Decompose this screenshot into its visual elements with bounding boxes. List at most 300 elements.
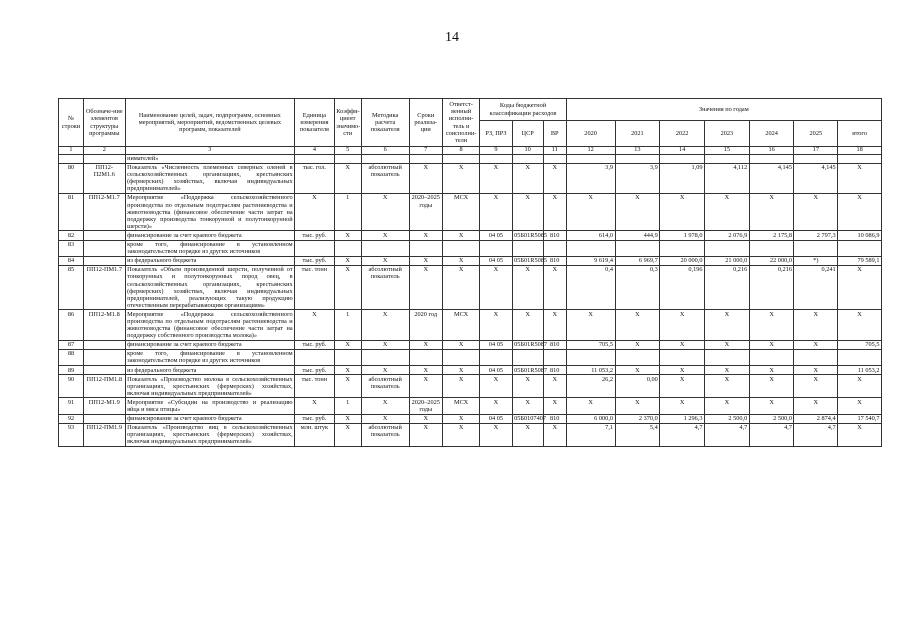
period-cell: Х: [409, 265, 442, 310]
year-value-cell: 1 978,0: [660, 231, 705, 240]
column-number: 4: [295, 147, 335, 155]
year-value-cell: 2 076,9: [705, 231, 750, 240]
year-value-cell: Х: [705, 375, 750, 398]
period-cell: Х: [409, 231, 442, 240]
unit-cell: тыс. руб.: [295, 256, 335, 265]
vr-cell: Х: [543, 423, 566, 446]
csr-cell: Х: [512, 265, 543, 310]
period-cell: Х: [409, 256, 442, 265]
vr-cell: 810: [543, 366, 566, 375]
total-cell: 79 589,1: [838, 256, 882, 265]
coefficient-cell: Х: [334, 423, 361, 446]
year-value-cell: Х: [566, 193, 615, 230]
total-cell: [838, 240, 882, 256]
responsible-cell: [442, 240, 479, 256]
unit-cell: Х: [295, 193, 335, 230]
period-cell: Х: [409, 366, 442, 375]
csr-cell: Х: [512, 310, 543, 340]
year-value-cell: 4,7: [749, 423, 794, 446]
coefficient-cell: Х: [334, 414, 361, 423]
year-value-cell: 6 000,0: [566, 414, 615, 423]
year-value-cell: 9 619,4: [566, 256, 615, 265]
coefficient-cell: Х: [334, 231, 361, 240]
total-cell: Х: [838, 193, 882, 230]
column-number: 15: [705, 147, 750, 155]
year-value-cell: [794, 240, 838, 256]
year-value-cell: Х: [794, 193, 838, 230]
header-year: 2021: [615, 121, 660, 147]
header-csr: ЦСР: [512, 121, 543, 147]
vr-cell: Х: [543, 163, 566, 193]
unit-cell: Х: [295, 398, 335, 414]
header-coefficient: Коэффи-циент значимо-сти: [334, 99, 361, 147]
element-code: [83, 414, 125, 423]
item-name: Мероприятие «Субсидии на производство и реализацию яйца и мяса птицы»: [127, 398, 293, 413]
row-number: 83: [59, 240, 84, 256]
item-name: финансирование за счет краевого бюджета: [125, 340, 295, 349]
vr-cell: [543, 349, 566, 365]
header-row-number: № строки: [59, 99, 84, 147]
table-row: [59, 310, 882, 340]
total-cell: Х: [838, 163, 882, 193]
year-value-cell: 6 969,7: [615, 256, 660, 265]
header-total: итого: [838, 121, 882, 147]
row-number: 86: [59, 310, 84, 340]
unit-cell: тыс. руб.: [295, 366, 335, 375]
year-value-cell: [660, 240, 705, 256]
year-value-cell: Х: [566, 310, 615, 340]
year-value-cell: [749, 240, 794, 256]
rz-cell: Х: [480, 423, 512, 446]
year-value-cell: 0,196: [660, 265, 705, 310]
column-number: 12: [566, 147, 615, 155]
table-row: [59, 231, 882, 240]
year-value-cell: Х: [660, 193, 705, 230]
year-value-cell: Х: [615, 366, 660, 375]
element-code: ПП12-М1.9: [83, 398, 125, 414]
rz-cell: 04 05: [480, 340, 512, 349]
csr-cell: [512, 240, 543, 256]
column-number: 5: [334, 147, 361, 155]
year-value-cell: 11 053,2: [566, 366, 615, 375]
total-cell: [838, 349, 882, 365]
coefficient-cell: Х: [334, 265, 361, 310]
item-name: кроме того, финансирование в установленном законодательством порядке из других источников: [127, 350, 293, 365]
table-row: [59, 193, 882, 230]
unit-cell: тыс. руб.: [295, 414, 335, 423]
row-number: 93: [59, 423, 84, 446]
total-cell: Х: [838, 398, 882, 414]
row-number: 80: [59, 163, 84, 193]
year-value-cell: 20 000,0: [660, 256, 705, 265]
year-value-cell: 0,4: [566, 265, 615, 310]
coefficient-cell: Х: [334, 366, 361, 375]
year-value-cell: 2 175,8: [749, 231, 794, 240]
period-cell: 2020 год: [409, 310, 442, 340]
element-code: ПП12-П2М1.6: [83, 163, 125, 193]
year-value-cell: 444,9: [615, 231, 660, 240]
method-cell: Х: [361, 256, 409, 265]
year-value-cell: Х: [749, 366, 794, 375]
year-value-cell: Х: [749, 340, 794, 349]
column-number: 14: [660, 147, 705, 155]
column-number: 3: [125, 147, 295, 155]
row-number: 87: [59, 340, 84, 349]
total-cell: Х: [838, 375, 882, 398]
vr-cell: Х: [543, 265, 566, 310]
column-number: 10: [512, 147, 543, 155]
column-number: 16: [749, 147, 794, 155]
total-cell: 10 086,9: [838, 231, 882, 240]
method-cell: Х: [361, 398, 409, 414]
total-cell: Х: [838, 310, 882, 340]
csr-cell: Х: [512, 375, 543, 398]
year-value-cell: 2 874,4: [794, 414, 838, 423]
item-name: из федерального бюджета: [125, 366, 295, 375]
row-number: 82: [59, 231, 84, 240]
method-cell: абсолютный показатель: [361, 163, 409, 193]
year-value-cell: Х: [660, 366, 705, 375]
year-value-cell: 4,7: [705, 423, 750, 446]
column-number: 11: [543, 147, 566, 155]
column-number: 18: [838, 147, 882, 155]
row-number: 88: [59, 349, 84, 365]
year-value-cell: Х: [794, 310, 838, 340]
year-value-cell: 21 000,0: [705, 256, 750, 265]
vr-cell: 810: [543, 231, 566, 240]
vr-cell: 810: [543, 414, 566, 423]
rz-cell: Х: [480, 163, 512, 193]
year-value-cell: Х: [794, 340, 838, 349]
responsible-cell: Х: [442, 375, 479, 398]
header-unit: Единица измерения показателя: [295, 99, 335, 147]
year-value-cell: 1,09: [660, 163, 705, 193]
unit-cell: Х: [295, 310, 335, 340]
rz-cell: Х: [480, 265, 512, 310]
coefficient-cell: Х: [334, 163, 361, 193]
rz-cell: 04 05: [480, 231, 512, 240]
responsible-cell: Х: [442, 340, 479, 349]
unit-cell: тыс. руб.: [295, 231, 335, 240]
table-row: [59, 240, 882, 256]
header-year: 2024: [749, 121, 794, 147]
year-value-cell: 2 797,3: [794, 231, 838, 240]
method-cell: абсолютный показатель: [361, 375, 409, 398]
year-value-cell: 1 296,3: [660, 414, 705, 423]
header-year: 2020: [566, 121, 615, 147]
period-cell: 2020–2025 годы: [409, 398, 442, 414]
year-value-cell: [705, 349, 750, 365]
total-cell: 705,5: [838, 340, 882, 349]
table-row: [59, 265, 882, 310]
year-value-cell: 4,145: [794, 163, 838, 193]
rz-cell: Х: [480, 310, 512, 340]
year-value-cell: 0,241: [794, 265, 838, 310]
csr-cell: 05Б0107407: [514, 415, 547, 423]
year-value-cell: 4,112: [705, 163, 750, 193]
vr-cell: Х: [543, 310, 566, 340]
item-name: Мероприятие «Поддержка сельскохозяйственного производства по отдельным подотраслям растениеводства и животноводства (финансовое обеспечение части затрат на поддержку собственного производства молока)»: [127, 310, 293, 340]
element-code: ПП12-ПМ1.7: [83, 265, 125, 310]
period-cell: [409, 240, 442, 256]
header-name: Наименование целей, задач, подпрограмм, основных мероприятий, мероприятий, ведомственных целевых программ, показателей: [125, 99, 295, 147]
year-value-cell: Х: [615, 398, 660, 414]
year-value-cell: 0,216: [705, 265, 750, 310]
year-value-cell: 3,9: [566, 163, 615, 193]
year-value-cell: Х: [615, 193, 660, 230]
rz-cell: 04 05: [480, 256, 512, 265]
year-value-cell: 2 500,0: [749, 414, 794, 423]
rz-cell: Х: [480, 193, 512, 230]
year-value-cell: Х: [794, 375, 838, 398]
year-value-cell: 614,0: [566, 231, 615, 240]
unit-cell: [295, 240, 335, 256]
year-value-cell: 7,1: [566, 423, 615, 446]
continuation-text: нимателей»: [125, 154, 295, 163]
csr-cell: 05Б01R5085: [514, 257, 548, 265]
row-number: 92: [59, 414, 84, 423]
year-value-cell: Х: [794, 398, 838, 414]
element-code: ПП12-ПМ1.9: [83, 423, 125, 446]
year-value-cell: 4,145: [749, 163, 794, 193]
unit-cell: тыс. тонн: [295, 375, 335, 398]
method-cell: Х: [361, 231, 409, 240]
header-budget-codes: Коды бюджетной классификации расходов: [480, 99, 566, 121]
table-row: [59, 423, 882, 446]
responsible-cell: Х: [442, 256, 479, 265]
year-value-cell: Х: [705, 310, 750, 340]
year-value-cell: 3,9: [615, 163, 660, 193]
header-values-by-year: Значения по годам: [566, 99, 881, 121]
element-code: ПП12-М1.7: [83, 193, 125, 230]
year-value-cell: 22 000,0: [749, 256, 794, 265]
year-value-cell: 0,3: [615, 265, 660, 310]
column-number: 2: [83, 147, 125, 155]
coefficient-cell: [334, 349, 361, 365]
csr-cell: 05Б01R5087: [514, 341, 548, 349]
element-code: [83, 349, 125, 365]
year-value-cell: 4,7: [794, 423, 838, 446]
coefficient-cell: 1: [334, 193, 361, 230]
csr-cell: Х: [512, 398, 543, 414]
year-value-cell: [660, 349, 705, 365]
year-value-cell: Х: [660, 375, 705, 398]
year-value-cell: Х: [705, 398, 750, 414]
unit-cell: тыс. руб.: [295, 340, 335, 349]
coefficient-cell: 1: [334, 310, 361, 340]
row-number: 84: [59, 256, 84, 265]
year-value-cell: Х: [705, 366, 750, 375]
method-cell: [361, 240, 409, 256]
rz-cell: [480, 349, 512, 365]
period-cell: Х: [409, 414, 442, 423]
method-cell: [361, 349, 409, 365]
item-name: Мероприятие «Поддержка сельскохозяйственного производства по отдельным подотраслям растениеводства и животноводства (финансовое обеспечение части затрат на поддержку производства тонкорунной и полутонкорунной шерсти)»: [127, 194, 293, 230]
total-cell: 17 540,7: [838, 414, 882, 423]
csr-cell: Х: [512, 163, 543, 193]
year-value-cell: Х: [705, 193, 750, 230]
year-value-cell: 705,5: [566, 340, 615, 349]
csr-cell: Х: [512, 193, 543, 230]
responsible-cell: Х: [442, 265, 479, 310]
year-value-cell: Х: [660, 310, 705, 340]
coefficient-cell: Х: [334, 375, 361, 398]
element-code: ПП12-ПМ1.8: [83, 375, 125, 398]
responsible-cell: МСХ: [442, 310, 479, 340]
csr-cell: Х: [512, 423, 543, 446]
responsible-cell: [442, 349, 479, 365]
item-name: Показатель «Численность племенных северных оленей в сельскохозяйственных организациях, крестьянских (фермерских) хозяйствах, включая индивидуальных предпринимателей»: [127, 164, 293, 193]
row-number: 81: [59, 193, 84, 230]
year-value-cell: Х: [660, 398, 705, 414]
method-cell: абсолютный показатель: [361, 423, 409, 446]
year-value-cell: Х: [566, 398, 615, 414]
column-number: 1: [59, 147, 84, 155]
element-code: [83, 231, 125, 240]
header-vr: ВР: [543, 121, 566, 147]
header-year: 2025: [794, 121, 838, 147]
table-row: [59, 349, 882, 365]
header-responsible: Ответст-венный исполни-тель и соисполни-тели: [442, 99, 479, 147]
total-cell: Х: [838, 265, 882, 310]
responsible-cell: МСХ: [442, 193, 479, 230]
rz-cell: Х: [480, 375, 512, 398]
year-value-cell: Х: [705, 340, 750, 349]
element-code: [83, 366, 125, 375]
element-code: [83, 240, 125, 256]
header-element-code: Обозначе-ние элементов структуры программы: [83, 99, 125, 147]
item-name: кроме того, финансирование в установленном законодательством порядке из других источников: [127, 241, 293, 256]
program-table: [58, 98, 882, 447]
csr-cell: [512, 349, 543, 365]
period-cell: Х: [409, 375, 442, 398]
year-value-cell: [794, 349, 838, 365]
header-year: 2023: [705, 121, 750, 147]
responsible-cell: Х: [442, 414, 479, 423]
method-cell: Х: [361, 310, 409, 340]
method-cell: Х: [361, 366, 409, 375]
unit-cell: [295, 349, 335, 365]
item-name: финансирование за счет краевого бюджета: [125, 414, 295, 423]
coefficient-cell: Х: [334, 256, 361, 265]
column-number: 8: [442, 147, 479, 155]
continuation-row: [59, 154, 882, 163]
period-cell: Х: [409, 340, 442, 349]
method-cell: абсолютный показатель: [361, 265, 409, 310]
column-number: 6: [361, 147, 409, 155]
row-number: 85: [59, 265, 84, 310]
column-number-row: [59, 147, 882, 155]
element-code: ПП12-М1.8: [83, 310, 125, 340]
year-value-cell: Х: [749, 193, 794, 230]
year-value-cell: 0,216: [749, 265, 794, 310]
rz-cell: 04 05: [480, 414, 512, 423]
vr-cell: Х: [543, 193, 566, 230]
year-value-cell: Х: [749, 375, 794, 398]
period-cell: Х: [409, 423, 442, 446]
rz-cell: 04 05: [480, 366, 512, 375]
total-cell: 11 053,2: [838, 366, 882, 375]
row-number: 89: [59, 366, 84, 375]
year-value-cell: [705, 240, 750, 256]
year-value-cell: Х: [660, 340, 705, 349]
unit-cell: тыс. тонн: [295, 265, 335, 310]
vr-cell: Х: [543, 398, 566, 414]
year-value-cell: 0,00: [615, 375, 660, 398]
coefficient-cell: Х: [334, 340, 361, 349]
method-cell: Х: [361, 414, 409, 423]
page-number: 14: [445, 30, 459, 45]
total-cell: Х: [838, 423, 882, 446]
method-cell: Х: [361, 193, 409, 230]
column-number: 7: [409, 147, 442, 155]
element-code: [83, 340, 125, 349]
header-method: Методика расчета показателя: [361, 99, 409, 147]
year-value-cell: 5,4: [615, 423, 660, 446]
year-value-cell: [566, 349, 615, 365]
header-period: Сроки реализа-ции: [409, 99, 442, 147]
unit-cell: млн. штук: [295, 423, 335, 446]
rz-cell: Х: [480, 398, 512, 414]
year-value-cell: [749, 349, 794, 365]
table-row: [59, 163, 882, 193]
period-cell: [409, 349, 442, 365]
table-row: [59, 340, 882, 349]
responsible-cell: Х: [442, 231, 479, 240]
year-value-cell: 2 370,0: [615, 414, 660, 423]
table-row: [59, 398, 882, 414]
item-name: Показатель «Производство яиц в сельскохозяйственных организациях, крестьянских (фермерских) хозяйствах, включая индивидуальных предпринимателей»: [127, 424, 293, 446]
item-name: Показатель «Производство молока в сельскохозяйственных организациях, крестьянских (фермерских) хозяйствах, включая индивидуальных предпринимателей»: [127, 375, 293, 397]
column-number: 17: [794, 147, 838, 155]
coefficient-cell: [334, 240, 361, 256]
row-number: 90: [59, 375, 84, 398]
year-value-cell: 26,2: [566, 375, 615, 398]
table-row: [59, 414, 882, 423]
year-value-cell: *): [794, 256, 838, 265]
period-cell: Х: [409, 163, 442, 193]
rz-cell: [480, 240, 512, 256]
table-row: [59, 366, 882, 375]
item-name: финансирование за счет краевого бюджета: [125, 231, 295, 240]
column-number: 13: [615, 147, 660, 155]
item-name: из федерального бюджета: [125, 256, 295, 265]
year-value-cell: [615, 240, 660, 256]
year-value-cell: Х: [615, 340, 660, 349]
period-cell: 2020–2025 годы: [409, 193, 442, 230]
item-name: Показатель «Объем произведенной шерсти, полученной от тонкорунных и полутонкорунных пород овец, в сельскохозяйственных организациях, крестьянских (фермерских) хозяйствах, включая индивидуальных предпринимателей, реализующих такую продукцию отечественным перерабатывающим организациям»: [127, 266, 293, 309]
csr-cell: 05Б01R5087: [514, 366, 548, 374]
responsible-cell: МСХ: [442, 398, 479, 414]
header-rz: РЗ, ПРЗ: [480, 121, 512, 147]
responsible-cell: Х: [442, 366, 479, 375]
unit-cell: тыс. гол.: [295, 163, 335, 193]
year-value-cell: Х: [794, 366, 838, 375]
vr-cell: [543, 240, 566, 256]
year-value-cell: 4,7: [660, 423, 705, 446]
row-number: 91: [59, 398, 84, 414]
responsible-cell: Х: [442, 163, 479, 193]
method-cell: Х: [361, 340, 409, 349]
year-value-cell: 2 500,0: [705, 414, 750, 423]
year-value-cell: Х: [749, 310, 794, 340]
table-row: [59, 256, 882, 265]
table-row: [59, 375, 882, 398]
element-code: [83, 256, 125, 265]
vr-cell: 810: [543, 340, 566, 349]
vr-cell: Х: [543, 375, 566, 398]
csr-cell: 05Б01R5085: [514, 231, 548, 239]
